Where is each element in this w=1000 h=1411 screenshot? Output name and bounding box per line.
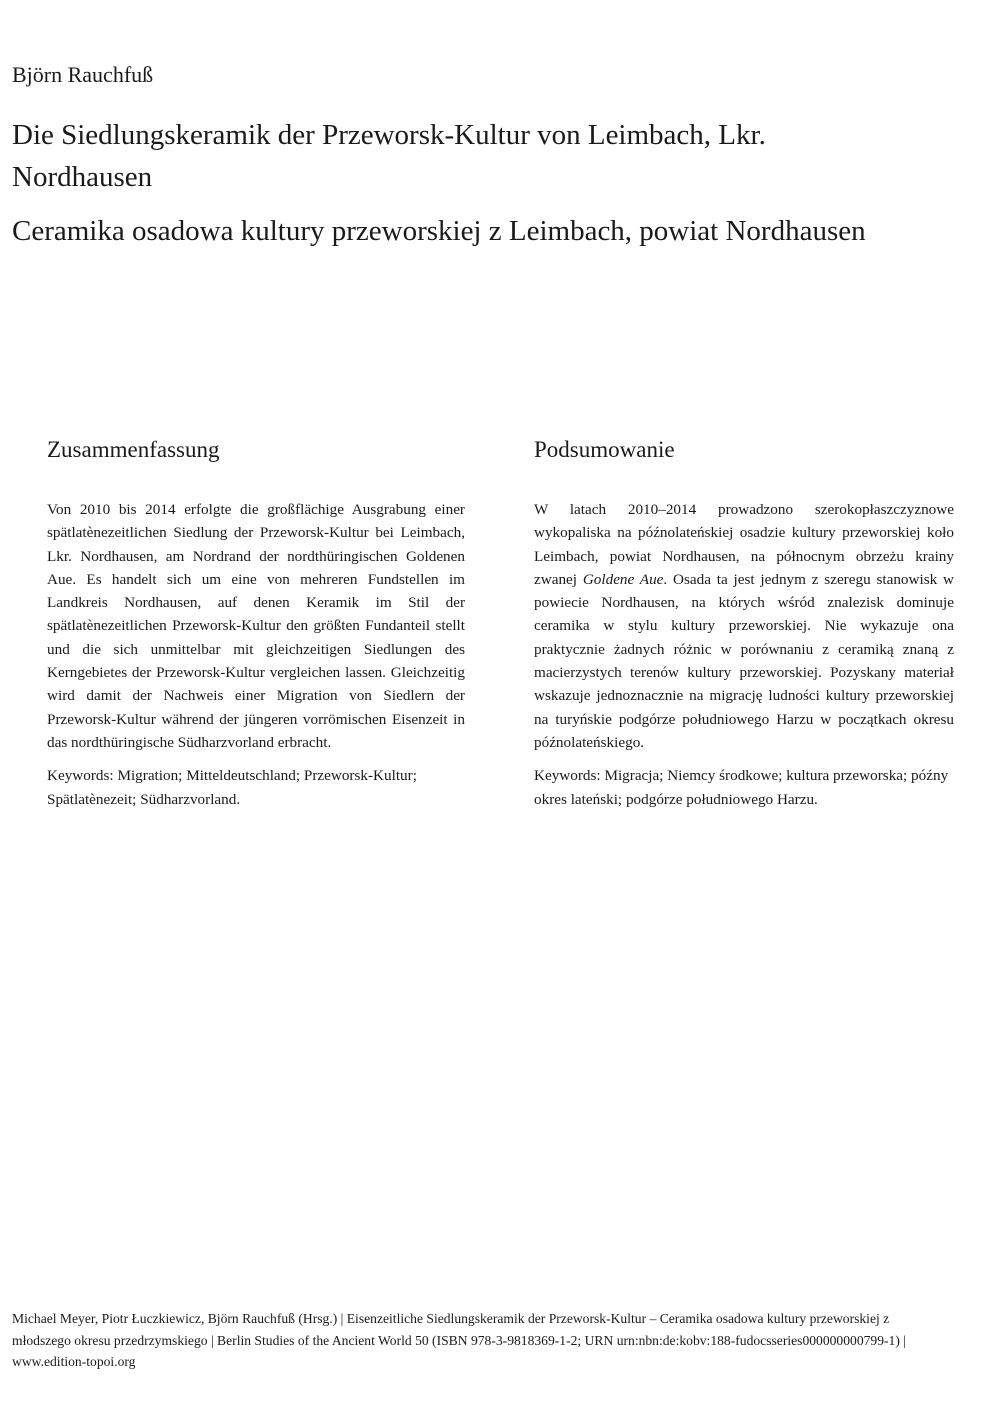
summary-german xyxy=(47,432,465,811)
summary-polish xyxy=(534,432,954,811)
summary-polish-text-part2: . Osada ta jest jednym z szeregu stanowisk w powiecie Nordhausen, na których wśród znalezisk dominuje ceramika w stylu kultury przeworskiej. Nie wykazuje ona praktycznie żadnych różnic w porównaniu z ceramiką znaną z macierzystych terenów kultury przeworskiej. Pozyskany materiał wskazuje jednoznacznie na migrację ludności kultury przeworskiej na turyńskie podgórze południowego Harzu w początkach okresu późnolateńskiego. xyxy=(534,570,954,751)
summary-polish-text-italic: Goldene Aue xyxy=(582,570,664,588)
summary-polish-text-part1: W latach 2010–2014 prowadzono szerokopłaszczyznowe wykopaliska na późnolateńskiej osadzie kultury przeworskiej koło Leimbach, powiat Nordhausen, na północnym obrzeżu krainy zwanej xyxy=(534,501,954,588)
summary-polish-heading: Podsumowanie xyxy=(534,437,675,462)
title-polish: Ceramika osadowa kultury przeworskiej z Leimbach, powiat Nordhausen xyxy=(12,215,866,247)
author-name: Björn Rauchfuß xyxy=(12,62,154,87)
summary-polish-keywords: Keywords: Migracja; Niemcy środkowe; kultura przeworska; późny okres lateński; podgórze południowego Harzu. xyxy=(534,767,949,808)
summary-german-text: Von 2010 bis 2014 erfolgte die großflächige Ausgrabung einer spätlatènezeitlichen Siedlung der Przeworsk-Kultur bei Leimbach, Lkr. Nordhausen, am Nordrand der nordthüringischen Goldenen Aue. Es handelt sich um eine von mehreren Fundstellen im Landkreis Nordhausen, auf denen Keramik im Stil der spätlatènezeitlichen Przeworsk-Kultur den größten Fundanteil stellt und die sich unmittelbar mit gleichzeitigen Siedlungen des Kerngebietes der Przeworsk-Kultur vergleichen lassen. Gleichzeitig wird damit der Nachweis einer Migration von Siedlern der Przeworsk-Kultur während der jüngeren vorrömischen Eisenzeit in das nordthüringische Südharzvorland erbracht. xyxy=(47,501,465,751)
publication-footer: Michael Meyer, Piotr Łuczkiewicz, Björn Rauchfuß (Hrsg.) | Eisenzeitliche Siedlungskeramik der Przeworsk-Kultur – Ceramika osadowa kultury przeworskiej z młodszego okresu przedrzymskiego | Berlin Studies of the Ancient World 50 (ISBN 978-3-9818369-1-2; URN urn:nbn:de:kobv:188-fudocsseries000000000799-1) | www.edition-topoi.org xyxy=(12,1311,906,1369)
summary-polish-text xyxy=(534,498,954,754)
summary-german-keywords: Keywords: Migration; Mitteldeutschland; Przeworsk-Kultur; Spätlatènezeit; Südharzvorland. xyxy=(47,767,417,808)
summary-german-heading: Zusammenfassung xyxy=(47,437,220,462)
title-german: Die Siedlungskeramik der Przeworsk-Kultur von Leimbach, Lkr. Nordhausen xyxy=(12,119,766,193)
